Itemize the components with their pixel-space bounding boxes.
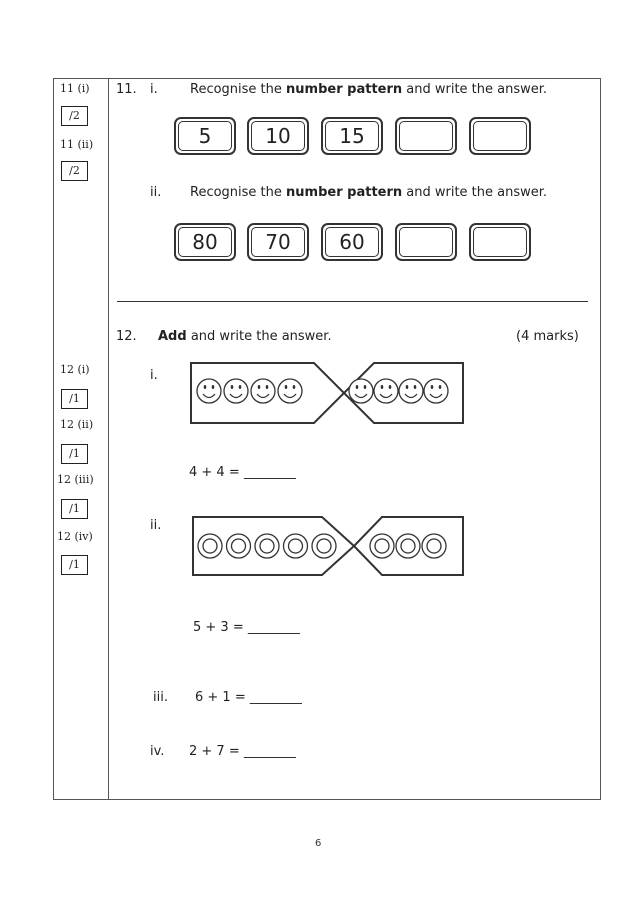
smiley-face-icon — [224, 379, 248, 403]
answer-box[interactable] — [469, 117, 531, 155]
pattern-box: 15 — [321, 117, 383, 155]
q12-ii-picture-group — [192, 515, 464, 577]
q12-marks: (4 marks) — [516, 329, 579, 344]
q12-iv-margin-label: 12 (iv) — [57, 530, 93, 543]
page-number: 6 — [315, 838, 322, 849]
q12-iv-label: iv. — [150, 744, 165, 759]
smiley-face-icon — [251, 379, 275, 403]
smiley-face-icon — [424, 379, 448, 403]
q12-i-mark-box[interactable]: /1 — [61, 389, 88, 409]
q12-iii-equation[interactable]: 6 + 1 = ________ — [195, 690, 302, 705]
q12-iii-margin-label: 12 (iii) — [57, 473, 94, 486]
q12-i-margin-label: 12 (i) — [60, 363, 90, 376]
smiley-face-icon — [278, 379, 302, 403]
smiley-face-icon — [349, 379, 373, 403]
q12-ii-label: ii. — [150, 518, 162, 533]
q12-iv-mark-box[interactable]: /1 — [61, 555, 88, 575]
q11-ii-label: ii. — [150, 185, 162, 200]
smiley-face-icon — [399, 379, 423, 403]
q12-i-label: i. — [150, 368, 158, 383]
pattern-box: 10 — [247, 117, 309, 155]
pattern-box: 5 — [174, 117, 236, 155]
q12-i-picture-group — [190, 361, 464, 425]
q11-ii-mark-box[interactable]: /2 — [61, 161, 88, 181]
answer-box[interactable] — [395, 223, 457, 261]
smiley-face-icon — [197, 379, 221, 403]
q12-number: 12. — [116, 329, 137, 344]
q12-ii-equation[interactable]: 5 + 3 = ________ — [193, 620, 300, 635]
q11-ii-instruction: Recognise the number pattern and write the answer. — [190, 185, 548, 200]
q12-ii-margin-label: 12 (ii) — [60, 418, 94, 431]
q12-i-equation[interactable]: 4 + 4 = ________ — [189, 465, 296, 480]
q11-number: 11. — [116, 82, 137, 97]
q11-ii-margin-label: 11 (ii) — [60, 138, 94, 151]
q12-iv-equation[interactable]: 2 + 7 = ________ — [189, 744, 296, 759]
answer-box[interactable] — [469, 223, 531, 261]
section-separator — [117, 301, 588, 302]
q12-ii-mark-box[interactable]: /1 — [61, 444, 88, 464]
q11-i-mark-box[interactable]: /2 — [61, 106, 88, 126]
smiley-face-icon — [374, 379, 398, 403]
q12-iii-mark-box[interactable]: /1 — [61, 499, 88, 519]
pattern-box: 60 — [321, 223, 383, 261]
pattern-box: 70 — [247, 223, 309, 261]
q11-i-instruction: Recognise the number pattern and write the answer. — [190, 82, 548, 97]
q11-i-label: i. — [150, 82, 158, 97]
q12-instruction: Add and write the answer. — [158, 329, 332, 344]
answer-box[interactable] — [395, 117, 457, 155]
q11-i-margin-label: 11 (i) — [60, 82, 90, 95]
q12-iii-label: iii. — [153, 690, 168, 705]
margin-column-divider — [108, 78, 109, 800]
pattern-box: 80 — [174, 223, 236, 261]
